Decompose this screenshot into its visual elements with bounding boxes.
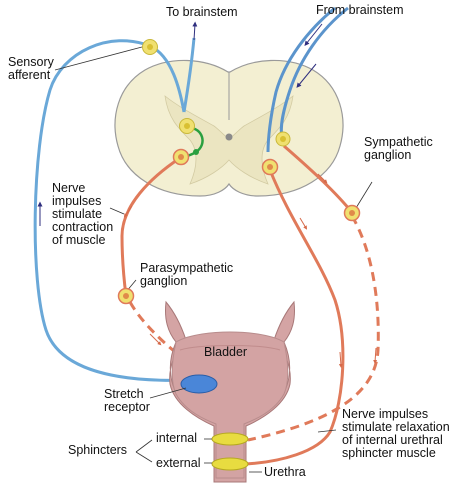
label-sensory-afferent: Sensory afferent — [8, 55, 54, 82]
label-nerve-impulses-contraction: Nerve impulses stimulate contraction of muscle — [52, 181, 114, 247]
internal-sphincter — [212, 433, 248, 445]
label-urethra: Urethra — [264, 465, 306, 479]
label-sphincters: Sphincters — [68, 443, 128, 457]
label-bladder: Bladder — [204, 345, 248, 359]
label-to-brainstem: To brainstem — [166, 5, 238, 19]
external-sphincter — [212, 458, 248, 470]
parasympathetic-ganglion — [119, 289, 134, 304]
label-sympathetic-ganglion: Sympathetic ganglion — [364, 135, 433, 162]
stretch-receptor — [181, 375, 217, 393]
label-parasympathetic-ganglion: Parasympathetic ganglion — [140, 261, 234, 288]
label-external: external — [156, 456, 201, 470]
label-internal: internal — [156, 431, 197, 445]
bladder — [165, 302, 294, 482]
spinal-cord — [115, 60, 343, 196]
label-nerve-impulses-relaxation: Nerve impulses stimulate relaxation of internal urethral sphincter muscle — [342, 407, 450, 460]
label-stretch-receptor: Stretch receptor — [104, 387, 150, 414]
right-neuron-lower — [263, 160, 278, 175]
ganglion-top — [143, 40, 158, 55]
dorsal-neuron — [180, 119, 195, 134]
ventral-motor-neuron-left — [174, 150, 189, 165]
sympathetic-ganglion — [345, 206, 360, 221]
central-canal — [226, 134, 233, 141]
right-neuron-upper — [276, 132, 290, 146]
label-from-brainstem: From brainstem — [316, 3, 404, 17]
